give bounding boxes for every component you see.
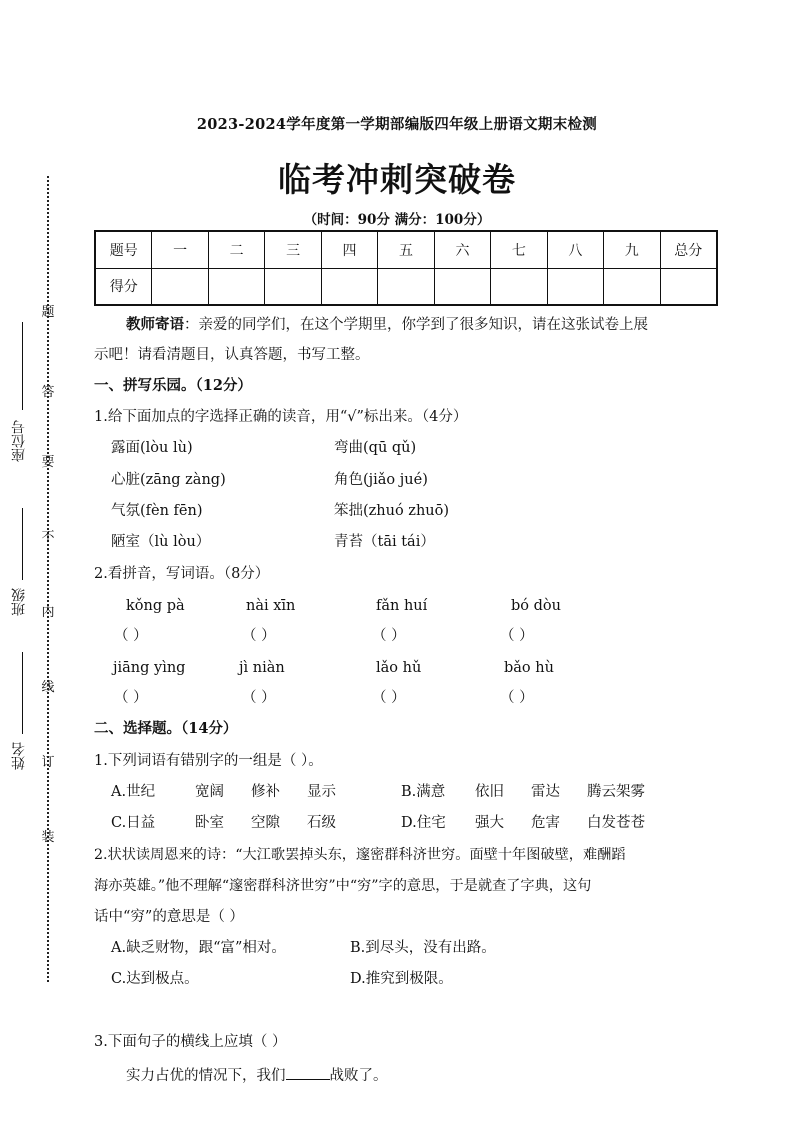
s1-q1-item[interactable]: 弯曲(qū qǔ) xyxy=(334,440,417,456)
score-col-1: 一 xyxy=(152,231,208,268)
option-b-word: 雷达 xyxy=(531,784,560,800)
answer-blank[interactable]: （ ） xyxy=(114,690,148,706)
s2-q3-sentence xyxy=(126,1065,388,1085)
score-col-9: 九 xyxy=(604,231,660,268)
s1-q1-item[interactable]: 露面(lòu lù) xyxy=(111,440,193,456)
seal-char: 线 xyxy=(41,680,55,695)
s2-q2-option-a[interactable]: A.缺乏财物，跟“富”相对。 xyxy=(111,940,286,956)
option-d-word: 强大 xyxy=(475,815,504,831)
class-blank[interactable] xyxy=(22,508,25,580)
pinyin-label: lǎo hǔ xyxy=(376,660,422,676)
s2-q3-sentence-before: 实力占优的情况下，我们 xyxy=(126,1068,286,1084)
s2-q1-prompt: 1.下列词语有错别字的一组是（ ）。 xyxy=(94,753,323,769)
s1-q1-item[interactable]: 气氛(fèn fēn) xyxy=(111,503,203,519)
exam-title: 临考冲刺突破卷 xyxy=(278,160,516,199)
option-a-word: A.世纪 xyxy=(111,784,156,800)
option-d-word: 白发苍苍 xyxy=(587,815,645,831)
seal-dotted-line xyxy=(47,176,49,982)
s2-q2-line3: 话中“穷”的意思是（ ） xyxy=(94,909,244,925)
score-table-score-row xyxy=(95,268,717,305)
section2-heading: 二、选择题。（14分） xyxy=(94,720,238,737)
teacher-message-label: 教师寄语 xyxy=(126,316,184,333)
s2-q2-option-b[interactable]: B.到尽头，没有出路。 xyxy=(350,940,496,956)
score-cell[interactable] xyxy=(265,268,321,305)
option-b-word: 依旧 xyxy=(475,784,504,800)
s2-q3-fill-blank[interactable] xyxy=(286,1065,330,1080)
s2-q2-line1: 2.状状读周恩来的诗：“大江歌罢掉头东，邃密群科济世穷。面壁十年图破壁，难酬蹈 xyxy=(94,847,626,863)
option-b-word: B.满意 xyxy=(401,784,446,800)
option-d-word: 危害 xyxy=(531,815,560,831)
seal-char: 装 xyxy=(41,830,55,845)
score-cell[interactable] xyxy=(378,268,434,305)
seat-number-blank[interactable] xyxy=(22,322,25,410)
pinyin-label: jì niàn xyxy=(239,660,285,676)
name-blank[interactable] xyxy=(22,652,25,734)
option-c-word: 卧室 xyxy=(195,815,224,831)
s1-q2-prompt: 2.看拼音，写词语。（8分） xyxy=(94,566,270,582)
s2-q2-option-d[interactable]: D.推究到极限。 xyxy=(350,971,453,987)
option-c-word: 空隙 xyxy=(251,815,280,831)
score-cell[interactable] xyxy=(321,268,377,305)
score-col-5: 五 xyxy=(378,231,434,268)
pinyin-label: bó dòu xyxy=(511,598,561,614)
s2-q2-option-c[interactable]: C.达到极点。 xyxy=(111,971,199,987)
s2-q3-prompt: 3.下面句子的横线上应填（ ） xyxy=(94,1034,287,1050)
pinyin-label: fǎn huí xyxy=(376,598,428,614)
seal-char: 内 xyxy=(41,605,55,620)
option-c-word: 石级 xyxy=(307,815,336,831)
score-cell[interactable] xyxy=(152,268,208,305)
answer-blank[interactable]: （ ） xyxy=(372,628,406,644)
option-d-word: D.住宅 xyxy=(401,815,446,831)
pinyin-label: jiāng yìng xyxy=(113,660,186,676)
score-col-4: 四 xyxy=(321,231,377,268)
option-a-word: 宽阔 xyxy=(195,784,224,800)
score-cell[interactable] xyxy=(604,268,660,305)
seat-number-label: 座位号 xyxy=(11,420,27,462)
teacher-message-line1 xyxy=(126,316,648,334)
score-table-score-label: 得分 xyxy=(95,268,152,305)
answer-blank[interactable]: （ ） xyxy=(242,628,276,644)
score-table-header-label: 题号 xyxy=(95,231,152,268)
class-label: 班级 xyxy=(11,588,27,616)
option-a-word: 显示 xyxy=(307,784,336,800)
option-c-word: C.日益 xyxy=(111,815,156,831)
s1-q1-item[interactable]: 心脏(zāng zàng) xyxy=(111,472,226,488)
score-col-6: 六 xyxy=(434,231,490,268)
pinyin-label: bǎo hù xyxy=(504,660,554,676)
score-col-7: 七 xyxy=(491,231,547,268)
answer-blank[interactable]: （ ） xyxy=(242,690,276,706)
answer-blank[interactable]: （ ） xyxy=(500,690,534,706)
seal-char: 订 xyxy=(41,755,55,770)
score-col-total: 总分 xyxy=(660,231,717,268)
s1-q1-item[interactable]: 青苔（tāi tái） xyxy=(334,534,435,550)
teacher-message-text: ：亲爱的同学们，在这个学期里，你学到了很多知识，请在这张试卷上展 xyxy=(184,317,648,333)
score-cell[interactable] xyxy=(660,268,717,305)
teacher-message-line2: 示吧！请看清题目，认真答题，书写工整。 xyxy=(94,347,370,363)
name-label: 姓名 xyxy=(11,742,27,770)
option-a-word: 修补 xyxy=(251,784,280,800)
s2-q2-line2: 海亦英雄。”他不理解“邃密群科济世穷”中“穷”字的意思，于是就查了字典，这句 xyxy=(94,878,592,894)
section1-heading: 一、拼写乐园。（12分） xyxy=(94,377,252,394)
pinyin-label: kǒng pà xyxy=(126,598,185,614)
score-col-8: 八 xyxy=(547,231,603,268)
answer-blank[interactable]: （ ） xyxy=(500,628,534,644)
s1-q1-item[interactable]: 笨拙(zhuó zhuō) xyxy=(334,503,450,519)
s1-q1-item[interactable]: 陋室（lù lòu） xyxy=(111,534,211,550)
score-table-header-row xyxy=(95,231,717,268)
pinyin-label: nài xīn xyxy=(246,598,296,614)
score-cell[interactable] xyxy=(547,268,603,305)
answer-blank[interactable]: （ ） xyxy=(372,690,406,706)
seal-char: 答 xyxy=(41,385,55,400)
seal-char: 不 xyxy=(41,530,55,545)
time-info: （时间：90分 满分：100分） xyxy=(303,212,491,228)
score-col-2: 二 xyxy=(208,231,264,268)
seal-char: 要 xyxy=(41,455,55,470)
exam-subtitle: 2023-2024学年度第一学期部编版四年级上册语文期末检测 xyxy=(196,116,598,133)
s2-q3-sentence-after: 战败了。 xyxy=(329,1068,388,1084)
s1-q1-item[interactable]: 角色(jiǎo jué) xyxy=(334,472,428,488)
score-table xyxy=(94,230,718,306)
s1-q1-prompt: 1.给下面加点的字选择正确的读音，用“√”标出来。（4分） xyxy=(94,409,468,425)
option-b-word: 腾云架雾 xyxy=(587,784,645,800)
score-cell[interactable] xyxy=(208,268,264,305)
answer-blank[interactable]: （ ） xyxy=(114,628,148,644)
score-cell[interactable] xyxy=(491,268,547,305)
seal-char: 题 xyxy=(41,305,55,320)
score-cell[interactable] xyxy=(434,268,490,305)
score-col-3: 三 xyxy=(265,231,321,268)
